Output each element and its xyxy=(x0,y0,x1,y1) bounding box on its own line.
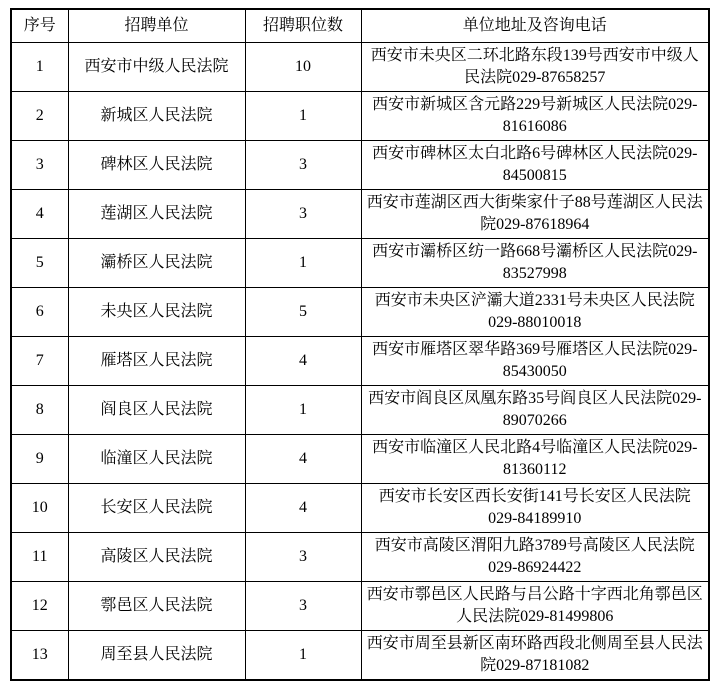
cell-position-count: 4 xyxy=(245,434,361,483)
cell-address-phone: 西安市未央区浐灞大道2331号未央区人民法院029-88010018 xyxy=(361,287,709,336)
cell-recruiting-unit: 灞桥区人民法院 xyxy=(68,238,245,287)
cell-address-phone: 西安市雁塔区翠华路369号雁塔区人民法院029-85430050 xyxy=(361,336,709,385)
cell-serial-number: 5 xyxy=(11,238,68,287)
cell-recruiting-unit: 新城区人民法院 xyxy=(68,91,245,140)
table-row xyxy=(11,238,709,287)
cell-serial-number: 13 xyxy=(11,630,68,680)
cell-serial-number: 6 xyxy=(11,287,68,336)
header-address-phone: 单位地址及咨询电话 xyxy=(361,9,709,42)
cell-position-count: 1 xyxy=(245,238,361,287)
cell-recruiting-unit: 未央区人民法院 xyxy=(68,287,245,336)
table-row xyxy=(11,434,709,483)
cell-address-phone: 西安市灞桥区纺一路668号灞桥区人民法院029-83527998 xyxy=(361,238,709,287)
table-row xyxy=(11,483,709,532)
cell-serial-number: 2 xyxy=(11,91,68,140)
table-row xyxy=(11,385,709,434)
cell-serial-number: 11 xyxy=(11,532,68,581)
cell-recruiting-unit: 周至县人民法院 xyxy=(68,630,245,680)
table-row xyxy=(11,287,709,336)
cell-address-phone: 西安市高陵区渭阳九路3789号高陵区人民法院029-86924422 xyxy=(361,532,709,581)
table-row xyxy=(11,189,709,238)
header-row xyxy=(11,9,709,42)
cell-serial-number: 12 xyxy=(11,581,68,630)
table-body xyxy=(11,42,709,680)
table-row xyxy=(11,532,709,581)
cell-position-count: 10 xyxy=(245,42,361,91)
table-row xyxy=(11,581,709,630)
table-row xyxy=(11,42,709,91)
cell-serial-number: 9 xyxy=(11,434,68,483)
cell-address-phone: 西安市鄠邑区人民路与吕公路十字西北角鄠邑区人民法院029-81499806 xyxy=(361,581,709,630)
cell-serial-number: 10 xyxy=(11,483,68,532)
cell-recruiting-unit: 高陵区人民法院 xyxy=(68,532,245,581)
cell-serial-number: 4 xyxy=(11,189,68,238)
cell-position-count: 4 xyxy=(245,483,361,532)
cell-address-phone: 西安市未央区二环北路东段139号西安市中级人民法院029-87658257 xyxy=(361,42,709,91)
cell-recruiting-unit: 西安市中级人民法院 xyxy=(68,42,245,91)
cell-address-phone: 西安市莲湖区西大街柴家什子88号莲湖区人民法院029-87618964 xyxy=(361,189,709,238)
cell-position-count: 3 xyxy=(245,140,361,189)
cell-recruiting-unit: 鄠邑区人民法院 xyxy=(68,581,245,630)
table-row xyxy=(11,140,709,189)
cell-recruiting-unit: 长安区人民法院 xyxy=(68,483,245,532)
cell-position-count: 5 xyxy=(245,287,361,336)
cell-address-phone: 西安市阎良区凤凰东路35号阎良区人民法院029-89070266 xyxy=(361,385,709,434)
cell-recruiting-unit: 雁塔区人民法院 xyxy=(68,336,245,385)
cell-position-count: 4 xyxy=(245,336,361,385)
cell-serial-number: 1 xyxy=(11,42,68,91)
cell-recruiting-unit: 碑林区人民法院 xyxy=(68,140,245,189)
cell-position-count: 1 xyxy=(245,385,361,434)
cell-position-count: 1 xyxy=(245,630,361,680)
cell-address-phone: 西安市新城区含元路229号新城区人民法院029-81616086 xyxy=(361,91,709,140)
table-row xyxy=(11,91,709,140)
table-header xyxy=(11,9,709,42)
cell-serial-number: 3 xyxy=(11,140,68,189)
cell-position-count: 1 xyxy=(245,91,361,140)
cell-serial-number: 8 xyxy=(11,385,68,434)
table-row xyxy=(11,336,709,385)
cell-position-count: 3 xyxy=(245,532,361,581)
cell-address-phone: 西安市临潼区人民北路4号临潼区人民法院029-81360112 xyxy=(361,434,709,483)
cell-address-phone: 西安市碑林区太白北路6号碑林区人民法院029-84500815 xyxy=(361,140,709,189)
table-row xyxy=(11,630,709,680)
cell-position-count: 3 xyxy=(245,189,361,238)
cell-address-phone: 西安市长安区西长安街141号长安区人民法院029-84189910 xyxy=(361,483,709,532)
header-serial-number: 序号 xyxy=(11,9,68,42)
cell-recruiting-unit: 阎良区人民法院 xyxy=(68,385,245,434)
cell-position-count: 3 xyxy=(245,581,361,630)
recruitment-table xyxy=(10,8,710,681)
header-position-count: 招聘职位数 xyxy=(245,9,361,42)
cell-address-phone: 西安市周至县新区南环路西段北侧周至县人民法院029-87181082 xyxy=(361,630,709,680)
header-recruiting-unit: 招聘单位 xyxy=(68,9,245,42)
cell-recruiting-unit: 临潼区人民法院 xyxy=(68,434,245,483)
cell-recruiting-unit: 莲湖区人民法院 xyxy=(68,189,245,238)
cell-serial-number: 7 xyxy=(11,336,68,385)
